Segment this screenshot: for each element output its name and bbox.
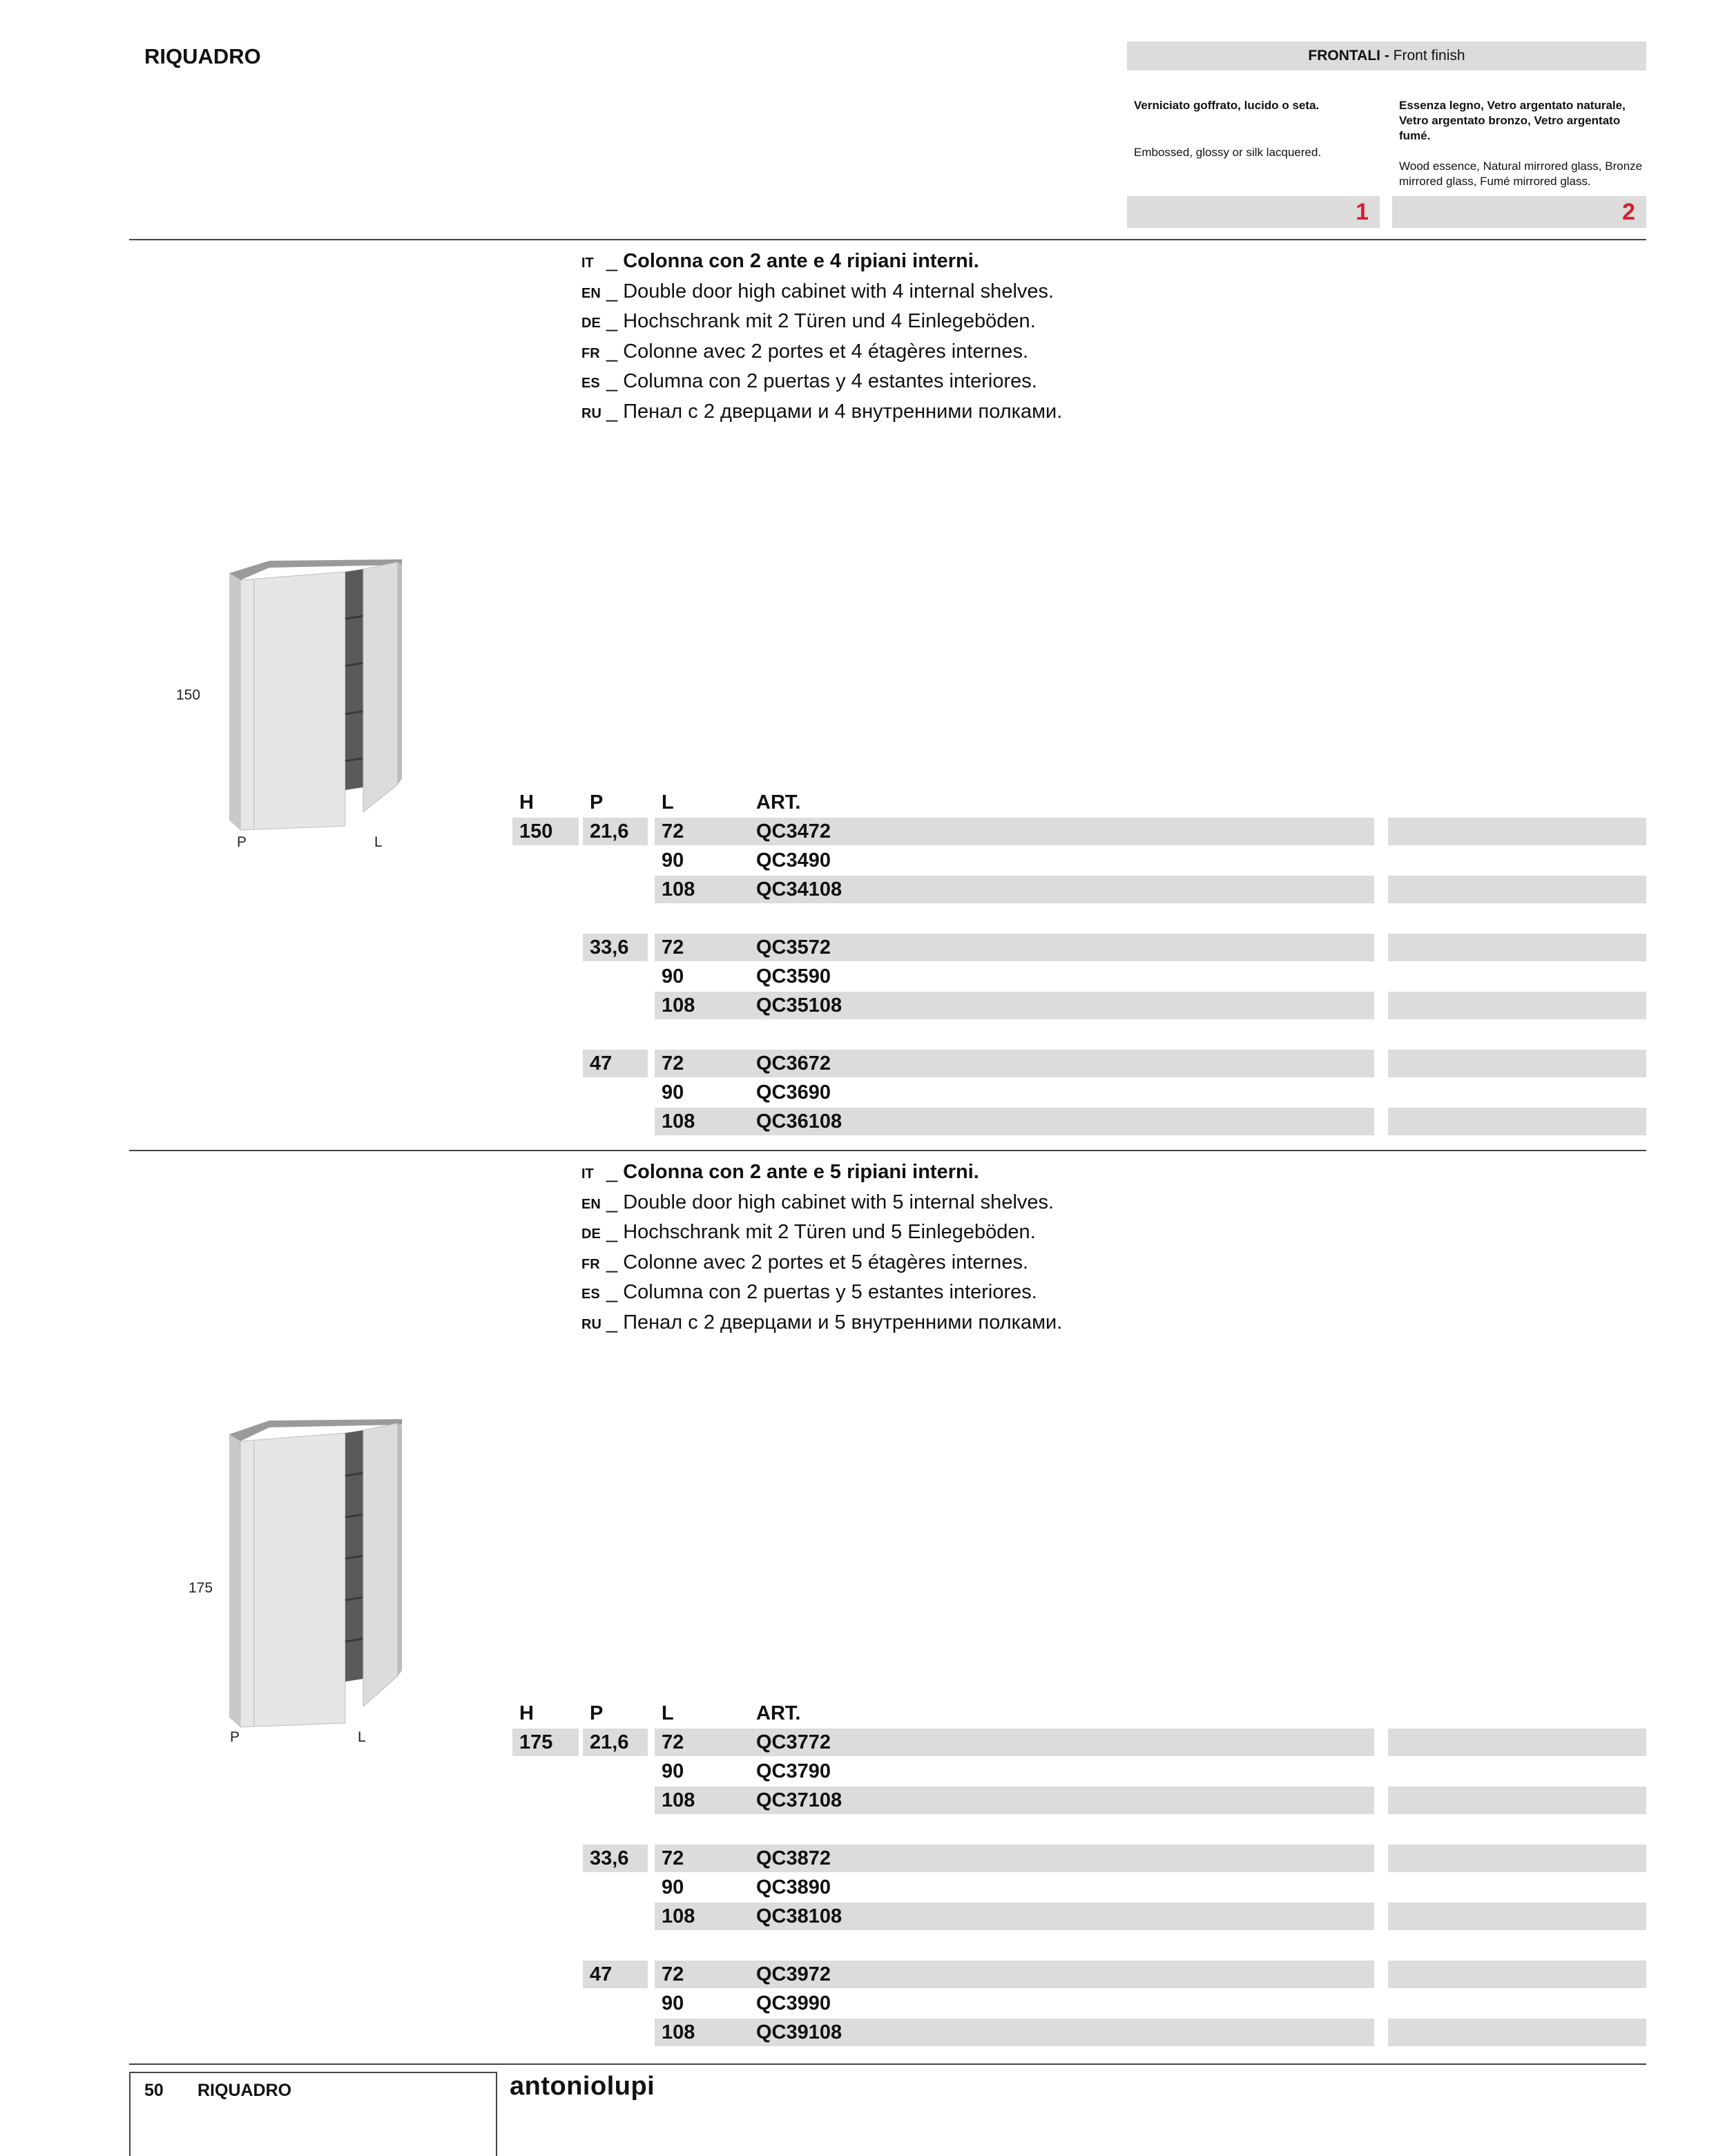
language-code: EN <box>581 1196 601 1212</box>
language-code: DE <box>581 316 601 331</box>
finish-col1 <box>1134 98 1382 160</box>
cell-width: 72 <box>655 1845 749 1872</box>
separator: _ <box>606 1191 624 1213</box>
cell-width: 90 <box>662 849 684 872</box>
divider <box>129 2063 1646 2065</box>
language-code: IT <box>581 256 594 271</box>
finish-header-bold: FRONTALI - <box>1308 48 1389 64</box>
cell-article-code: QC34108 <box>749 876 1374 903</box>
language-code: EN <box>581 285 601 301</box>
description-text: Double door high cabinet with 5 internal shelves. <box>623 1191 1054 1213</box>
finish-col1-it: Verniciato goffrato, lucido o seta. <box>1134 99 1320 112</box>
cell-finish-price <box>1388 2019 1646 2046</box>
dimension-label-depth: P <box>230 1729 240 1745</box>
description-text: Colonne avec 2 portes et 4 étagères internes. <box>623 340 1028 363</box>
dimension-label-height: 150 <box>176 687 201 703</box>
cell-article-code: QC3772 <box>749 1729 1374 1756</box>
separator: _ <box>606 400 624 423</box>
cell-depth: 21,6 <box>583 818 648 845</box>
cell-depth: 33,6 <box>583 934 648 961</box>
finish-col2 <box>1399 98 1646 189</box>
finish-col2-en: Wood essence, Natural mirrored glass, Bronze mirrored glass, Fumé mirrored glass. <box>1399 160 1643 188</box>
cell-finish-price <box>1388 818 1646 845</box>
cell-depth: 33,6 <box>583 1845 648 1872</box>
cell-finish-price <box>1388 1108 1646 1135</box>
cell-article-code: QC38108 <box>749 1903 1374 1930</box>
cell-width: 108 <box>655 876 749 903</box>
language-code: FR <box>581 345 600 361</box>
cell-height: 150 <box>512 818 579 845</box>
cell-finish-price <box>1388 876 1646 903</box>
cell-article-code: QC3590 <box>756 965 831 988</box>
cell-width: 72 <box>655 934 749 961</box>
cabinet-illustration-150 <box>221 552 407 836</box>
description-text: Double door high cabinet with 4 internal shelves. <box>623 280 1054 302</box>
language-code: RU <box>581 405 601 421</box>
cell-finish-price <box>1388 934 1646 961</box>
language-code: DE <box>581 1226 601 1242</box>
cell-width: 72 <box>655 1050 749 1077</box>
cell-width: 72 <box>655 1961 749 1988</box>
description-line-de <box>581 307 1062 338</box>
cell-width: 108 <box>655 1903 749 1930</box>
cell-width: 90 <box>662 1992 684 2014</box>
description-line-ru <box>581 1309 1062 1339</box>
description-text: Colonna con 2 ante e 4 ripiani interni. <box>623 250 979 272</box>
cell-finish-price <box>1388 1050 1646 1077</box>
description-line-fr <box>581 1249 1062 1279</box>
dimension-label-height: 175 <box>189 1580 213 1596</box>
footer-title: RIQUADRO <box>197 2081 292 2100</box>
language-code: RU <box>581 1316 601 1332</box>
cell-article-code: QC3490 <box>756 849 831 872</box>
cell-article-code: QC3672 <box>749 1050 1374 1077</box>
language-code: IT <box>581 1166 594 1182</box>
footer-box <box>129 2072 497 2156</box>
description-text: Columna con 2 puertas y 4 estantes interiores. <box>623 370 1037 392</box>
finish-number-2: 2 <box>1392 196 1646 228</box>
table-header-art: ART. <box>756 1702 801 1724</box>
table-header-l: L <box>662 791 674 814</box>
finish-col2-it: Essenza legno, Vetro argentato naturale, Vetro argentato bronzo, Vetro argentato fumé. <box>1399 99 1626 142</box>
cell-depth: 47 <box>583 1961 648 1988</box>
cell-width: 108 <box>655 992 749 1019</box>
cell-finish-price <box>1388 1903 1646 1930</box>
cell-article-code: QC3890 <box>756 1876 831 1898</box>
description-text: Hochschrank mit 2 Türen und 5 Einlegeböden. <box>623 1221 1036 1243</box>
description-block <box>581 247 1062 427</box>
description-line-en <box>581 278 1062 308</box>
finish-header <box>1127 41 1646 70</box>
divider <box>129 1150 1646 1151</box>
cell-width: 72 <box>655 818 749 845</box>
table-header-p: P <box>590 791 604 814</box>
description-text: Colonne avec 2 portes et 5 étagères internes. <box>623 1251 1028 1273</box>
description-block <box>581 1158 1062 1338</box>
cell-article-code: QC3690 <box>756 1081 831 1104</box>
cell-width: 90 <box>662 1081 684 1104</box>
table-header-art: ART. <box>756 791 801 814</box>
cell-finish-price <box>1388 1787 1646 1814</box>
table-header-l: L <box>662 1702 674 1724</box>
description-line-es <box>581 1278 1062 1309</box>
finish-number-1: 1 <box>1127 196 1380 228</box>
separator: _ <box>606 280 624 302</box>
cell-width: 72 <box>655 1729 749 1756</box>
brand-logo: antoniolupi <box>510 2072 655 2101</box>
cell-width: 108 <box>655 1787 749 1814</box>
cell-height: 175 <box>512 1729 579 1756</box>
cell-article-code: QC3872 <box>749 1845 1374 1872</box>
cell-width: 108 <box>655 1108 749 1135</box>
language-code: FR <box>581 1256 600 1272</box>
description-text: Пенал с 2 дверцами и 5 внутренними полками. <box>623 1311 1063 1334</box>
description-line-de <box>581 1218 1062 1249</box>
page-title: RIQUADRO <box>144 44 261 68</box>
cell-width: 90 <box>662 1760 684 1782</box>
page-number: 50 <box>144 2081 164 2100</box>
table-header-h: H <box>519 1702 534 1724</box>
cell-width: 90 <box>662 1876 684 1898</box>
cell-article-code: QC3990 <box>756 1992 831 2014</box>
separator: _ <box>606 1161 624 1183</box>
table-header-p: P <box>590 1702 604 1724</box>
table-header-h: H <box>519 791 534 814</box>
cell-article-code: QC3790 <box>756 1760 831 1782</box>
separator: _ <box>606 250 624 272</box>
cell-depth: 47 <box>583 1050 648 1077</box>
divider <box>129 239 1646 240</box>
cell-article-code: QC37108 <box>749 1787 1374 1814</box>
language-code: ES <box>581 1287 600 1302</box>
dimension-label-width: L <box>374 834 383 850</box>
description-line-ru <box>581 398 1062 428</box>
dimension-label-width: L <box>358 1729 366 1745</box>
separator: _ <box>606 1251 624 1273</box>
description-text: Columna con 2 puertas y 5 estantes interiores. <box>623 1281 1037 1303</box>
cell-article-code: QC36108 <box>749 1108 1374 1135</box>
cell-article-code: QC3472 <box>749 818 1374 845</box>
cell-article-code: QC39108 <box>749 2019 1374 2046</box>
cell-depth: 21,6 <box>583 1729 648 1756</box>
cell-finish-price <box>1388 1845 1646 1872</box>
description-text: Colonna con 2 ante e 5 ripiani interni. <box>623 1161 979 1183</box>
description-line-it <box>581 1158 1062 1188</box>
finish-col1-en: Embossed, glossy or silk lacquered. <box>1134 146 1322 159</box>
description-line-fr <box>581 338 1062 368</box>
cell-finish-price <box>1388 1961 1646 1988</box>
description-line-it <box>581 247 1062 278</box>
cell-width: 108 <box>655 2019 749 2046</box>
description-line-en <box>581 1188 1062 1219</box>
description-text: Пенал с 2 дверцами и 4 внутренними полками. <box>623 400 1063 423</box>
cell-width: 90 <box>662 965 684 988</box>
language-code: ES <box>581 376 600 391</box>
cell-finish-price <box>1388 992 1646 1019</box>
cabinet-illustration-175 <box>221 1412 407 1730</box>
description-line-es <box>581 367 1062 398</box>
cell-article-code: QC3572 <box>749 934 1374 961</box>
cell-article-code: QC35108 <box>749 992 1374 1019</box>
separator: _ <box>606 310 624 332</box>
cell-article-code: QC3972 <box>749 1961 1374 1988</box>
separator: _ <box>606 1281 624 1303</box>
description-text: Hochschrank mit 2 Türen und 4 Einlegeböden. <box>623 310 1036 332</box>
cell-finish-price <box>1388 1729 1646 1756</box>
separator: _ <box>606 340 624 363</box>
finish-header-text: Front finish <box>1389 48 1465 64</box>
dimension-label-depth: P <box>237 834 247 850</box>
separator: _ <box>606 370 624 392</box>
separator: _ <box>606 1221 624 1243</box>
separator: _ <box>606 1311 624 1334</box>
